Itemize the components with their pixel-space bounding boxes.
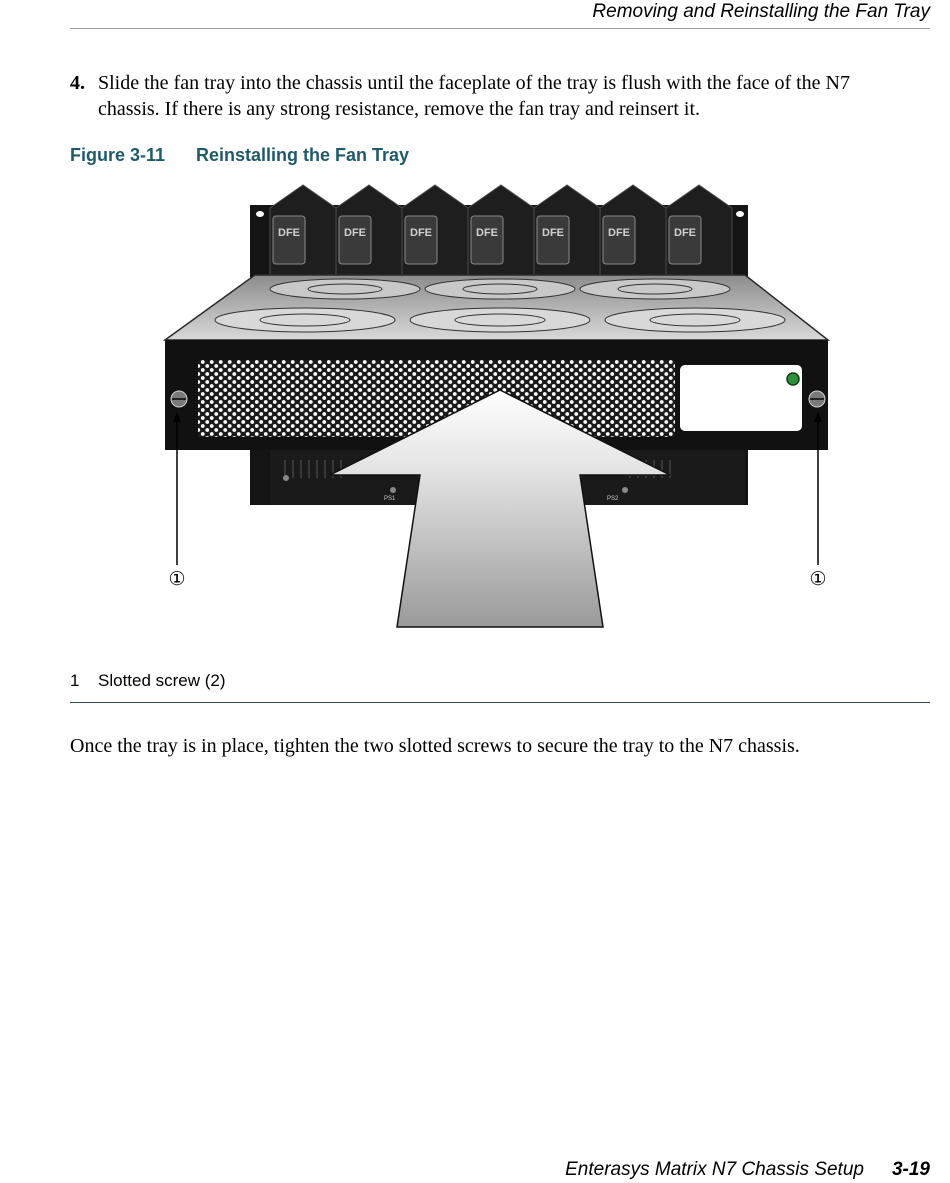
ps2-label: PS2 <box>607 496 619 502</box>
module-handle-6 <box>603 216 635 264</box>
slotted-screw-right <box>809 391 825 407</box>
callout-number: 1 <box>70 671 80 690</box>
mount-hole-left <box>256 211 264 217</box>
fan-tray-illustration <box>160 180 840 635</box>
ps1-label: PS1 <box>384 496 396 502</box>
step-number: 4. <box>70 72 85 94</box>
module-label-1: DFE <box>278 227 300 239</box>
callout-text: Slotted screw (2) <box>98 671 226 690</box>
module-label-5: DFE <box>542 227 564 239</box>
footer-title: Enterasys Matrix N7 Chassis Setup <box>565 1159 864 1180</box>
module-handle-4 <box>471 216 503 264</box>
module-handle-5 <box>537 216 569 264</box>
module-label-3: DFE <box>410 227 432 239</box>
module-handle-7 <box>669 216 701 264</box>
procedure-step <box>70 70 910 122</box>
slotted-screw-left <box>171 391 187 407</box>
callout-marker-left: ① <box>168 569 186 590</box>
module-handle-3 <box>405 216 437 264</box>
step-text: Slide the fan tray into the chassis until the faceplate of the tray is flush with the face of the N7 chassis. If there is any strong resistance, remove the fan tray and reinsert it. <box>98 72 850 120</box>
label-plate <box>680 365 802 431</box>
figure-label: Figure 3-11 <box>70 145 166 165</box>
mount-hole-right <box>736 211 744 217</box>
callout-marker-right: ① <box>809 569 827 590</box>
callout-legend <box>70 670 930 703</box>
module-label-2: DFE <box>344 227 366 239</box>
module-label-4: DFE <box>476 227 498 239</box>
module-label-6: DFE <box>608 227 630 239</box>
running-header: Removing and Reinstalling the Fan Tray <box>592 1 930 22</box>
figure-caption <box>70 145 409 166</box>
module-handle-2 <box>339 216 371 264</box>
body-paragraph: Once the tray is in place, tighten the two slotted screws to secure the tray to the N7 chassis. <box>70 735 800 757</box>
page-number: 3-19 <box>891 1159 930 1180</box>
running-footer <box>565 1158 930 1182</box>
module-handle-1 <box>273 216 305 264</box>
psu-screw-2 <box>390 487 396 493</box>
psu-screw-1 <box>283 475 289 481</box>
psu-screw-3 <box>622 487 628 493</box>
module-label-7: DFE <box>674 227 696 239</box>
figure-title: Reinstalling the Fan Tray <box>196 145 410 165</box>
header-rule <box>70 28 930 29</box>
status-led <box>787 373 799 385</box>
